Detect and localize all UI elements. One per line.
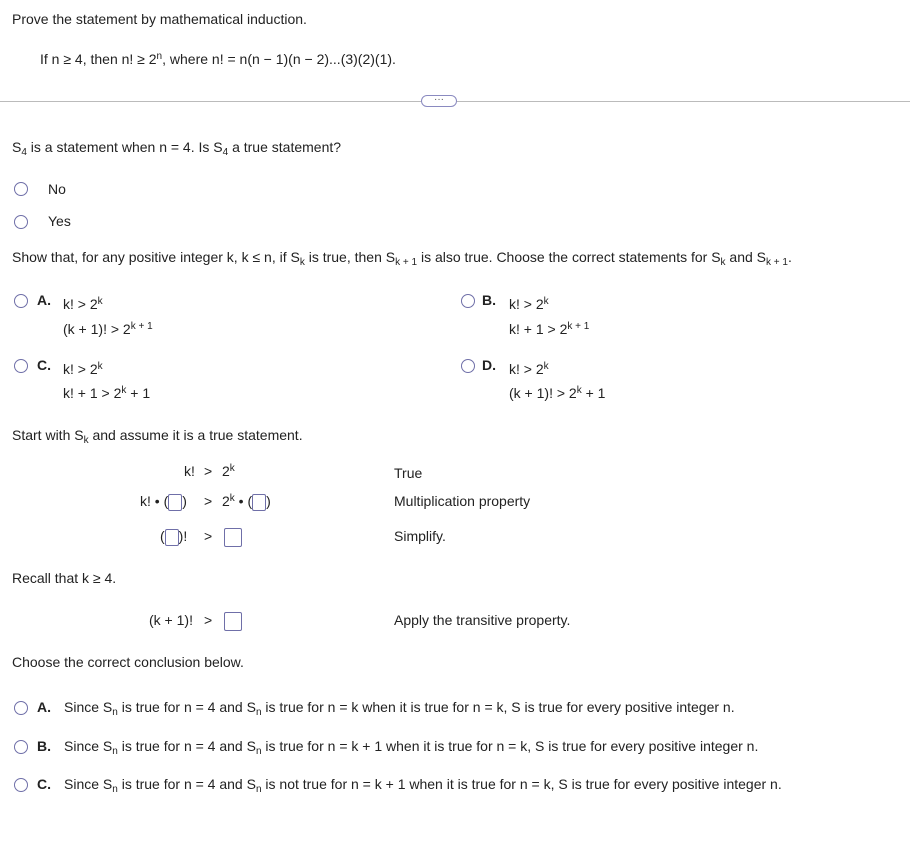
q2-option-d-letter: D. [482,357,496,373]
row2-right-blank-input[interactable] [252,494,266,511]
proof-row1-gt: > [204,463,213,479]
instruction-text: Prove the statement by mathematical induction. [12,11,307,27]
proof-row2-gt: > [204,493,213,509]
conclusion-prompt: Choose the correct conclusion below. [12,654,244,670]
q2-option-c-line1[interactable]: k! > $2^k$ [63,361,103,377]
proof-row3-left: ( )! [160,528,188,544]
conclusion-option-c-text[interactable]: Since $S_n$ is true for n = 4 and $S_n$ is not true for n = k + 1 when it is true for n = k, S is true for every positive integer n. [64,776,782,795]
q2-option-b-line1[interactable]: k! > $2^k$ [509,296,549,312]
q2-option-a-radio[interactable] [14,294,28,308]
proof-row2-right: 2$^k$ • ( ) [222,493,271,509]
conclusion-option-b-radio[interactable] [14,740,28,754]
q2-option-a-line2[interactable]: (k + 1)! > $2^{k + 1}$ [63,321,153,337]
q2-option-c-line2[interactable]: k! + $1 > 2^k + 1$ [63,385,151,401]
proof-row1-left: k! [184,463,195,479]
row4-right-blank-input[interactable] [224,612,242,631]
proof-row1-right: 2$^k$ [222,463,235,479]
q2-option-b-line2[interactable]: k! + $1 > 2^{k + 1}$ [509,321,590,337]
q1-option-no-radio[interactable] [14,182,28,196]
q1-option-yes-radio[interactable] [14,215,28,229]
conclusion-option-c-radio[interactable] [14,778,28,792]
q2-option-a-line1[interactable]: k! > $2^k$ [63,296,103,312]
question-1-prompt: $S_4$ is a statement when n = 4. Is $S_4$ a true statement? [12,139,342,158]
proof-row4-right [224,611,242,631]
q2-option-b-radio[interactable] [461,294,475,308]
proof-reason-2: Multiplication property [394,493,531,509]
proof-reason-3: Simplify. [394,528,446,544]
proof-row3-gt: > [204,528,213,544]
more-options-button[interactable]: ··· [421,95,457,107]
conclusion-option-b-letter: B. [37,738,51,754]
conclusion-option-b-text[interactable]: Since $S_n$ is true for n = 4 and $S_n$ is true for n = k + 1 when it is true for n = k, S is true for every positive integer n. [64,738,759,757]
row3-right-blank-input[interactable] [224,528,242,547]
conclusion-option-a-radio[interactable] [14,701,28,715]
q2-option-c-letter: C. [37,357,51,373]
q1-option-no-label[interactable]: No [48,181,66,197]
row3-left-blank-input[interactable] [165,529,179,546]
q2-option-b-letter: B. [482,292,496,308]
proof-row2-left: k! • ( ) [140,493,187,509]
q2-option-d-line2[interactable]: (k + 1)! > $2^k + 1$ [509,385,606,401]
problem-statement: If n ≥ 4, then n! ≥ $2^n$, where n! = n(n − 1)(n − 2)...(3)(2)(1). [40,51,396,67]
row2-left-blank-input[interactable] [168,494,182,511]
q2-option-d-line1[interactable]: k! > $2^k$ [509,361,549,377]
conclusion-option-c-letter: C. [37,776,51,792]
q2-option-c-radio[interactable] [14,359,28,373]
conclusion-option-a-text[interactable]: Since $S_n$ is true for n = 4 and $S_n$ is true for n = k when it is true for n = k, S is true for every positive integer n. [64,699,735,718]
conclusion-option-a-letter: A. [37,699,51,715]
proof-row4-left: (k + 1)! [149,612,193,628]
proof-row4-gt: > [204,612,213,628]
q2-option-a-letter: A. [37,292,51,308]
proof-reason-1: True [394,465,423,481]
question-2-prompt: Show that, for any positive integer k, k ≤ n, if $S_k$ is true, then $S_{k + 1}$ is also true. Choose the correct statements for $S_k$ and $S_{k + 1}$. [12,249,792,268]
transitive-reason: Apply the transitive property. [394,612,571,628]
recall-text: Recall that k ≥ 4. [12,570,117,586]
q2-option-d-radio[interactable] [461,359,475,373]
q1-option-yes-label[interactable]: Yes [48,213,71,229]
proof-start-text: Start with $S_k$ and assume it is a true statement. [12,427,303,446]
proof-row3-right [224,527,242,547]
